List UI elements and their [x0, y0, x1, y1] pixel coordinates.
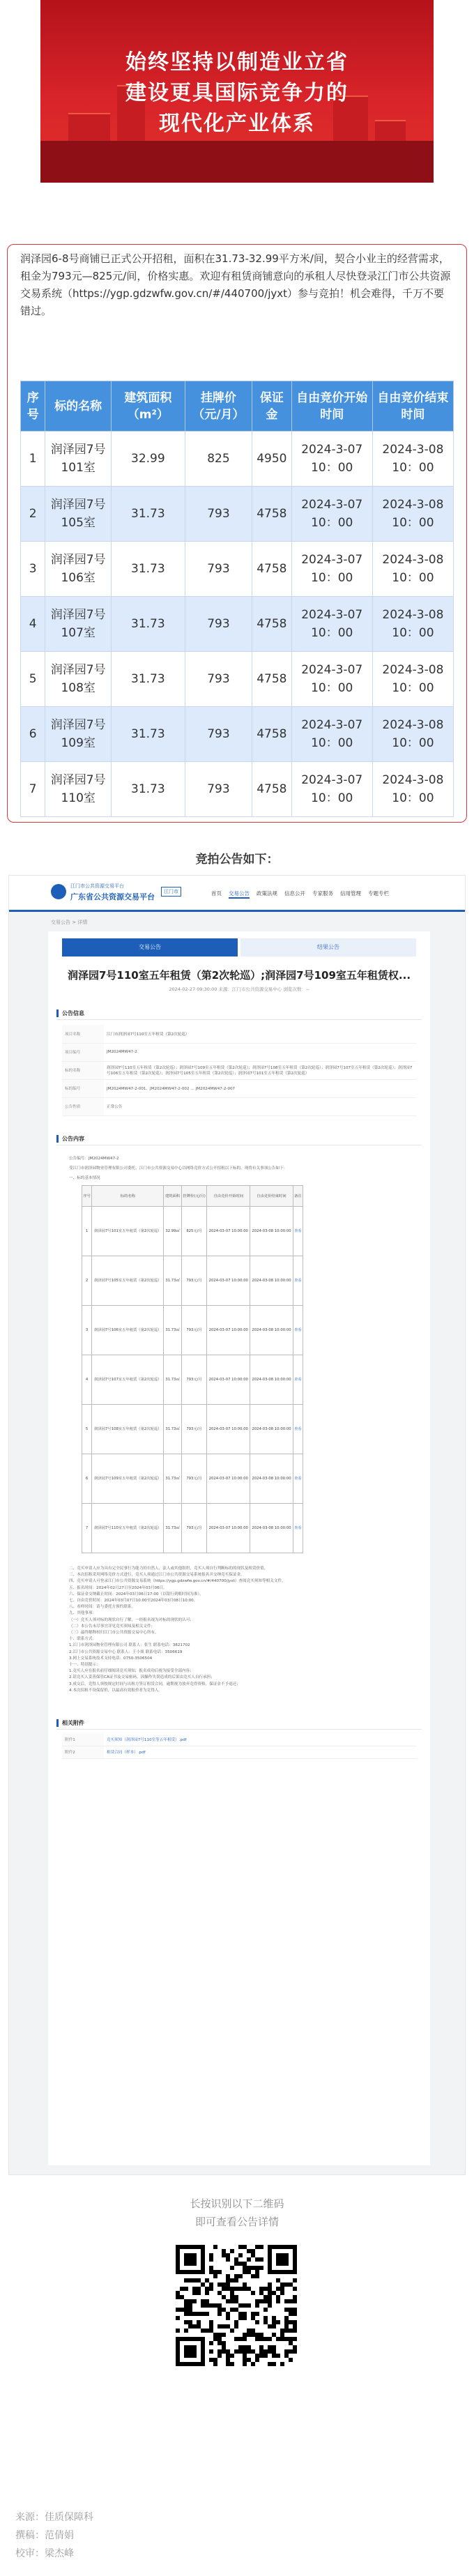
subject-header-cell: 序号 [82, 1186, 92, 1207]
banner-title-line1: 始终坚持以制造业立省 [125, 50, 349, 75]
subject-cell: 润泽园7号108室五年租赁（第2次轮巡） [92, 1405, 164, 1454]
table-cell: 2024-3-07 10：00 [291, 707, 372, 762]
nav-item[interactable]: 政策法规 [257, 890, 277, 897]
subject-row [82, 1256, 303, 1306]
breadcrumb: 交易公告 > 详情 [51, 920, 88, 925]
subject-cell: 2024-03-07 10:00:00 [207, 1306, 250, 1355]
table-row [21, 487, 454, 542]
intro-paragraph: 润泽园6-8号商铺已正式公开招租，面积在31.73-32.99平方米/间，契合小业主的经营需求，租金为793元—825元/间，价格实惠。欢迎有租赁商铺意向的承租人尽快登录江门市公共资源交易系统（https://ygp.gdzwfw.gov.cn/#/440700/jyxt）参与竞拍！机会难得，千万不要错过。 [20, 252, 451, 317]
info-value: JM2024MW47-2 [104, 1043, 416, 1061]
subject-cell: 2024-03-07 10:00:00 [207, 1454, 250, 1504]
subject-cell: 润泽园7号107室五年租赁（第2次轮巡） [92, 1355, 164, 1405]
subject-cell: 2 [82, 1256, 92, 1306]
subject-cell: 31.73㎡ [164, 1504, 181, 1553]
table-cell: 润泽园7号107室 [45, 597, 112, 652]
info-table [62, 1025, 416, 1116]
info-key: 项目编号 [62, 1043, 104, 1061]
notice-paragraph: 2.江门市公共资源交易中心 联系人：王小姐 联系电话：3506619 [69, 1649, 183, 1654]
qr-note-line2: 即可查看公告详情 [194, 2216, 279, 2228]
subject-cell: 2024-03-08 10:00:00 [250, 1504, 293, 1553]
notice-title: 润泽园7号110室五年租赁（第2次轮巡）;润泽园7号109室五年租赁权... [67, 969, 411, 982]
subject-cell: 2024-03-08 10:00:00 [250, 1405, 293, 1454]
site-header [9, 876, 465, 912]
table-cell: 793 [185, 652, 252, 707]
table-cell: 793 [185, 542, 252, 597]
notice-paragraph: 1.江门市润泽园物业管理有限公司 联系人：张生 联系电话：3821702 [69, 1643, 190, 1648]
table-row [21, 542, 454, 597]
table-cell: 2024-3-08 10：00 [372, 652, 453, 707]
credit-source: 来源：佳质保障科 [15, 2512, 93, 2523]
subject-cell: 2024-03-07 10:00:00 [207, 1355, 250, 1405]
table-cell: 润泽园7号101室 [45, 432, 112, 487]
info-row [62, 1097, 416, 1115]
table-cell: 润泽园7号108室 [45, 652, 112, 707]
subject-cell: 2024-03-07 10:00:00 [207, 1256, 250, 1306]
section-caption: 竞拍公告如下： [195, 853, 279, 867]
notice-paragraph: 四、竞买申请人可登录江门市公共资源交易系统（https://ygp.gdzwfw.gov.cn/#/440700/jyxt）查阅竞买须知等相关文件。 [69, 1579, 286, 1584]
table-cell: 32.99 [111, 432, 185, 487]
subject-cell: 31.73㎡ [164, 1454, 181, 1504]
table-cell: 3 [21, 542, 45, 597]
subject-cell: 润泽园7号106室五年租赁（第2次轮巡） [92, 1306, 164, 1355]
subject-cell: 793元/月 [181, 1504, 207, 1553]
view-link[interactable]: 查看 [293, 1405, 303, 1454]
table-row [21, 762, 454, 817]
table-header-cell: 建筑面积（m²） [111, 381, 185, 432]
notice-paragraph: 3.网上交易系统技术支持电话：0750-3506504 [69, 1656, 153, 1661]
notice-subheading: 一、标的基本情况 [69, 1176, 100, 1180]
notice-paragraph: 3.成交后，竞得人须按规定时间与出租方签订租赁合同，逾期视为放弃竞得资格，保证金不予退还； [69, 1682, 240, 1686]
notice-meta: 2024-02-27 09:30:00 来源：江门市公共资源交易中心 浏览次数：-- [169, 986, 309, 992]
table-row [21, 707, 454, 762]
table-cell: 4758 [252, 487, 292, 542]
subject-cell: 润泽园7号110室五年租赁（第2次轮巡） [92, 1504, 164, 1553]
listing-table [20, 381, 454, 817]
subject-cell: 2024-03-07 10:00:00 [207, 1405, 250, 1454]
subject-cell: 793元/月 [181, 1256, 207, 1306]
site-brand-main: 广东省公共资源交易平台 [70, 892, 155, 901]
attachment-row [62, 1746, 416, 1758]
table-cell: 2024-3-07 10：00 [291, 762, 372, 817]
subject-cell: 31.73㎡ [164, 1306, 181, 1355]
subject-row [82, 1355, 303, 1405]
subject-cell: 31.73㎡ [164, 1355, 181, 1405]
attachment-key: 附件1 [62, 1733, 104, 1746]
view-link[interactable]: 查看 [293, 1207, 303, 1256]
subject-cell: 2024-03-07 10:00:00 [207, 1504, 250, 1553]
view-link[interactable]: 查看 [293, 1504, 303, 1553]
notice-paragraph: 2.请竞买人妥善保管CA证书及交易密码，因操作失误造成的后果由竞买人自行承担； [69, 1675, 215, 1680]
info-key: 项目名称 [62, 1025, 104, 1043]
qr-note-line1: 长按识别以下二维码 [190, 2197, 284, 2210]
subject-header-cell: 建筑面积 [164, 1186, 181, 1207]
info-key: 标的编号 [62, 1079, 104, 1097]
notice-paragraph: 九、其他事项： [69, 1611, 97, 1616]
info-key: 标的名称 [62, 1061, 104, 1079]
attachment-link[interactable]: 竞买须知（润泽园7号110室等五年租赁）.pdf [104, 1733, 416, 1746]
notice-screenshot [8, 875, 466, 2175]
table-cell: 2024-3-08 10：00 [372, 487, 453, 542]
notice-paragraph: （二）本公告未尽事宜详见竞买须知及相关文件； [69, 1624, 155, 1629]
view-link[interactable]: 查看 [293, 1256, 303, 1306]
header-banner [40, 0, 434, 183]
info-row [62, 1061, 416, 1079]
table-cell: 31.73 [111, 487, 185, 542]
table-cell: 31.73 [111, 762, 185, 817]
notice-paragraph: （一）竞买人须对标的现状自行了解，一经报名视为对标的现状的认可； [69, 1617, 194, 1622]
subject-cell: 润泽园7号105室五年租赁（第2次轮巡） [92, 1256, 164, 1306]
subject-cell: 5 [82, 1405, 92, 1454]
notice-main [48, 931, 430, 2165]
subject-cell: 2024-03-08 10:00:00 [250, 1207, 293, 1256]
subject-cell: 4 [82, 1355, 92, 1405]
tab-result-notice[interactable]: 结果公告 [240, 938, 416, 957]
info-row [62, 1079, 416, 1097]
table-cell: 2024-3-07 10：00 [291, 597, 372, 652]
table-cell: 31.73 [111, 652, 185, 707]
view-link[interactable]: 查看 [293, 1306, 303, 1355]
qr-code[interactable] [176, 2245, 297, 2366]
table-cell: 7 [21, 762, 45, 817]
notice-paragraph: 八、看样时间：请与委托方预约联系。 [69, 1605, 136, 1610]
notice-paragraph: 三、本次招租采用网络竞价方式进行，竞买人须通过江门市公共资源交易系统报名并交纳竞买保证金。 [69, 1573, 245, 1578]
table-row [21, 652, 454, 707]
table-header-cell: 自由竞价开始时间 [291, 381, 372, 432]
table-cell: 2024-3-07 10：00 [291, 652, 372, 707]
tab-transaction-notice[interactable]: 交易公告 [62, 938, 238, 957]
table-row [21, 432, 454, 487]
subject-cell: 7 [82, 1504, 92, 1553]
notice-paragraphs [69, 1566, 411, 1694]
notice-paragraph: 七、自由竞价时间：2024年03月07日10:00至2024年03月08日10:00。 [69, 1599, 198, 1603]
notice-paragraph: 十一、特别提示： [69, 1663, 100, 1668]
subject-cell: 1 [82, 1207, 92, 1256]
table-header-cell: 挂牌价（元/月） [185, 381, 252, 432]
table-cell: 4758 [252, 597, 292, 652]
attachment-key: 附件2 [62, 1746, 104, 1758]
credit-reviewer: 校审：梁杰峰 [15, 2548, 74, 2559]
table-cell: 润泽园7号105室 [45, 487, 112, 542]
nav-item[interactable]: 专家服务 [312, 890, 333, 897]
table-cell: 793 [185, 597, 252, 652]
table-cell: 4 [21, 597, 45, 652]
subject-cell: 793元/月 [181, 1306, 207, 1355]
subject-cell: 793元/月 [181, 1454, 207, 1504]
table-cell: 793 [185, 762, 252, 817]
table-cell: 2024-3-08 10：00 [372, 542, 453, 597]
divider [56, 1729, 422, 1730]
attachment-table [62, 1733, 416, 1759]
site-nav [211, 890, 389, 899]
info-row [62, 1025, 416, 1043]
view-link[interactable]: 查看 [293, 1454, 303, 1504]
notice-paragraph: 六、保证金交纳截止时间：2024年03月06日17:00（以银行到账时间为准）。 [69, 1592, 204, 1596]
banner-title-line3: 现代化产业体系 [159, 112, 315, 136]
table-cell: 4758 [252, 542, 292, 597]
subject-cell: 3 [82, 1306, 92, 1355]
table-cell: 31.73 [111, 542, 185, 597]
subject-cell: 32.99㎡ [164, 1207, 181, 1256]
banner-ground [40, 141, 434, 183]
subject-row [82, 1454, 303, 1504]
subject-row [82, 1306, 303, 1355]
attachment-row [62, 1733, 416, 1746]
table-cell: 2 [21, 487, 45, 542]
notice-paragraph: 五、报名时间：2024年02月27日至2024年03月06日。 [69, 1585, 167, 1590]
banner-title-line2: 建设更具国际竞争力的 [125, 81, 349, 105]
section-content-heading: 公告内容 [56, 1135, 84, 1143]
table-cell: 4758 [252, 762, 292, 817]
subject-cell: 2024-03-08 10:00:00 [250, 1256, 293, 1306]
table-header-cell: 标的名称 [45, 381, 112, 432]
subject-header-cell: 标的名称 [92, 1186, 164, 1207]
table-cell: 1 [21, 432, 45, 487]
subject-cell: 2024-03-08 10:00:00 [250, 1306, 293, 1355]
attachment-link[interactable]: 租赁合同（样本）.pdf [104, 1746, 416, 1758]
nav-item[interactable]: 信用管理 [340, 890, 361, 897]
table-cell: 4758 [252, 707, 292, 762]
table-header-cell: 保证金 [252, 381, 292, 432]
subject-cell: 2024-03-08 10:00:00 [250, 1355, 293, 1405]
site-brand-small: 江门市公共资源交易平台 [70, 883, 124, 889]
table-row [21, 597, 454, 652]
table-cell: 2024-3-07 10：00 [291, 432, 372, 487]
nav-item[interactable]: 信息公开 [284, 890, 305, 897]
subject-header-cell: 备注 [293, 1186, 303, 1207]
subject-row [82, 1207, 303, 1256]
subject-cell: 润泽园7号109室五年租赁（第2次轮巡） [92, 1454, 164, 1504]
credit-writer: 撰稿：范倩娟 [15, 2530, 74, 2541]
notice-paragraph: 二、竞买申请人应为具有完全民事行为能力的自然人、法人或其他组织，竞买人须自行判断标的的现状及租赁价值。 [69, 1567, 268, 1571]
table-cell: 4950 [252, 432, 292, 487]
notice-paragraph: 4.本次招租不设保留价，以最高有效报价者为竞得人。 [69, 1688, 162, 1693]
listing-card [7, 244, 467, 823]
divider [56, 1019, 422, 1020]
site-logo-icon [51, 884, 66, 899]
subject-cell: 润泽园7号101室五年租赁（第2次轮巡） [92, 1207, 164, 1256]
subject-row [82, 1504, 303, 1553]
table-header-cell: 序号 [21, 381, 45, 432]
subject-cell: 793元/月 [181, 1355, 207, 1405]
city-switcher[interactable]: 江门市 [161, 887, 181, 897]
table-cell: 2024-3-08 10：00 [372, 762, 453, 817]
subject-cell: 793元/月 [181, 1405, 207, 1454]
subject-header-cell: 自由竞价开始时间 [207, 1186, 250, 1207]
table-cell: 2024-3-08 10：00 [372, 432, 453, 487]
table-cell: 825 [185, 432, 252, 487]
info-value: 润泽园7号110室五年租赁（第2次轮巡）；润泽园7号109室五年租赁（第2次轮巡）；润泽园7号108室五年租赁（第2次轮巡）；润泽园7号107室五年租赁（第2次轮巡）；润泽园7号106室五年租赁（第2次轮巡）；润泽园7号105室五年租赁（第2次轮巡）；润泽园7号101室五年租赁（第2次轮巡） [104, 1061, 416, 1079]
table-cell: 6 [21, 707, 45, 762]
subject-cell: 825元/月 [181, 1207, 207, 1256]
subject-table [82, 1185, 303, 1553]
section-attach-heading: 相关附件 [56, 1719, 84, 1727]
info-value: 正常公告 [104, 1097, 416, 1115]
table-cell: 793 [185, 487, 252, 542]
table-cell: 润泽园7号106室 [45, 542, 112, 597]
nav-item[interactable]: 交易公告 [229, 890, 250, 899]
notice-paragraph: 十、联系方式： [69, 1637, 97, 1642]
table-cell: 2024-3-07 10：00 [291, 542, 372, 597]
nav-item[interactable]: 首页 [211, 890, 222, 897]
info-value: JM2024MW47-2-001、JM2024MW47-2-002 … JM2024MW47-2-007 [104, 1079, 416, 1097]
view-link[interactable]: 查看 [293, 1355, 303, 1405]
table-cell: 2024-3-07 10：00 [291, 487, 372, 542]
table-header-cell: 自由竞价结束时间 [372, 381, 453, 432]
subject-cell: 31.73㎡ [164, 1405, 181, 1454]
info-value: 江门市润泽园7号110室五年租赁（第2次轮巡） [104, 1025, 416, 1043]
subject-row [82, 1405, 303, 1454]
subject-cell: 2024-03-07 10:00:00 [207, 1207, 250, 1256]
notice-preamble: 受江门市润泽园物业管理有限公司委托，江门市公共资源交易中心以网络竞价方式公开招租以下标的，现将有关事项公告如下： [69, 1166, 288, 1171]
subject-cell: 31.73㎡ [164, 1256, 181, 1306]
subject-cell: 6 [82, 1454, 92, 1504]
info-key: 公告性质 [62, 1097, 104, 1115]
subject-cell: 2024-03-08 10:00:00 [250, 1454, 293, 1504]
subject-header-cell: 挂牌价(元/月) [181, 1186, 207, 1207]
table-cell: 润泽园7号109室 [45, 707, 112, 762]
table-cell: 4758 [252, 652, 292, 707]
nav-item[interactable]: 专题专栏 [368, 890, 389, 897]
table-cell: 2024-3-08 10：00 [372, 707, 453, 762]
notice-number: 公告编号：JM2024MW47-2 [69, 1157, 119, 1161]
section-info-heading: 公告信息 [56, 1009, 84, 1017]
qr-code-icon [176, 2245, 297, 2366]
table-cell: 5 [21, 652, 45, 707]
info-row [62, 1043, 416, 1061]
table-cell: 2024-3-08 10：00 [372, 597, 453, 652]
table-cell: 润泽园7号110室 [45, 762, 112, 817]
notice-paragraph: （三）最终解释权归江门市公共资源交易中心所有。 [69, 1631, 159, 1636]
subject-header-cell: 自由竞价结束时间 [250, 1186, 293, 1207]
notice-paragraph: 1.竞买人应在报名前仔细阅读竞买须知，报名成功后视为接受全部内容； [69, 1669, 194, 1674]
table-cell: 31.73 [111, 707, 185, 762]
table-cell: 793 [185, 707, 252, 762]
table-cell: 31.73 [111, 597, 185, 652]
